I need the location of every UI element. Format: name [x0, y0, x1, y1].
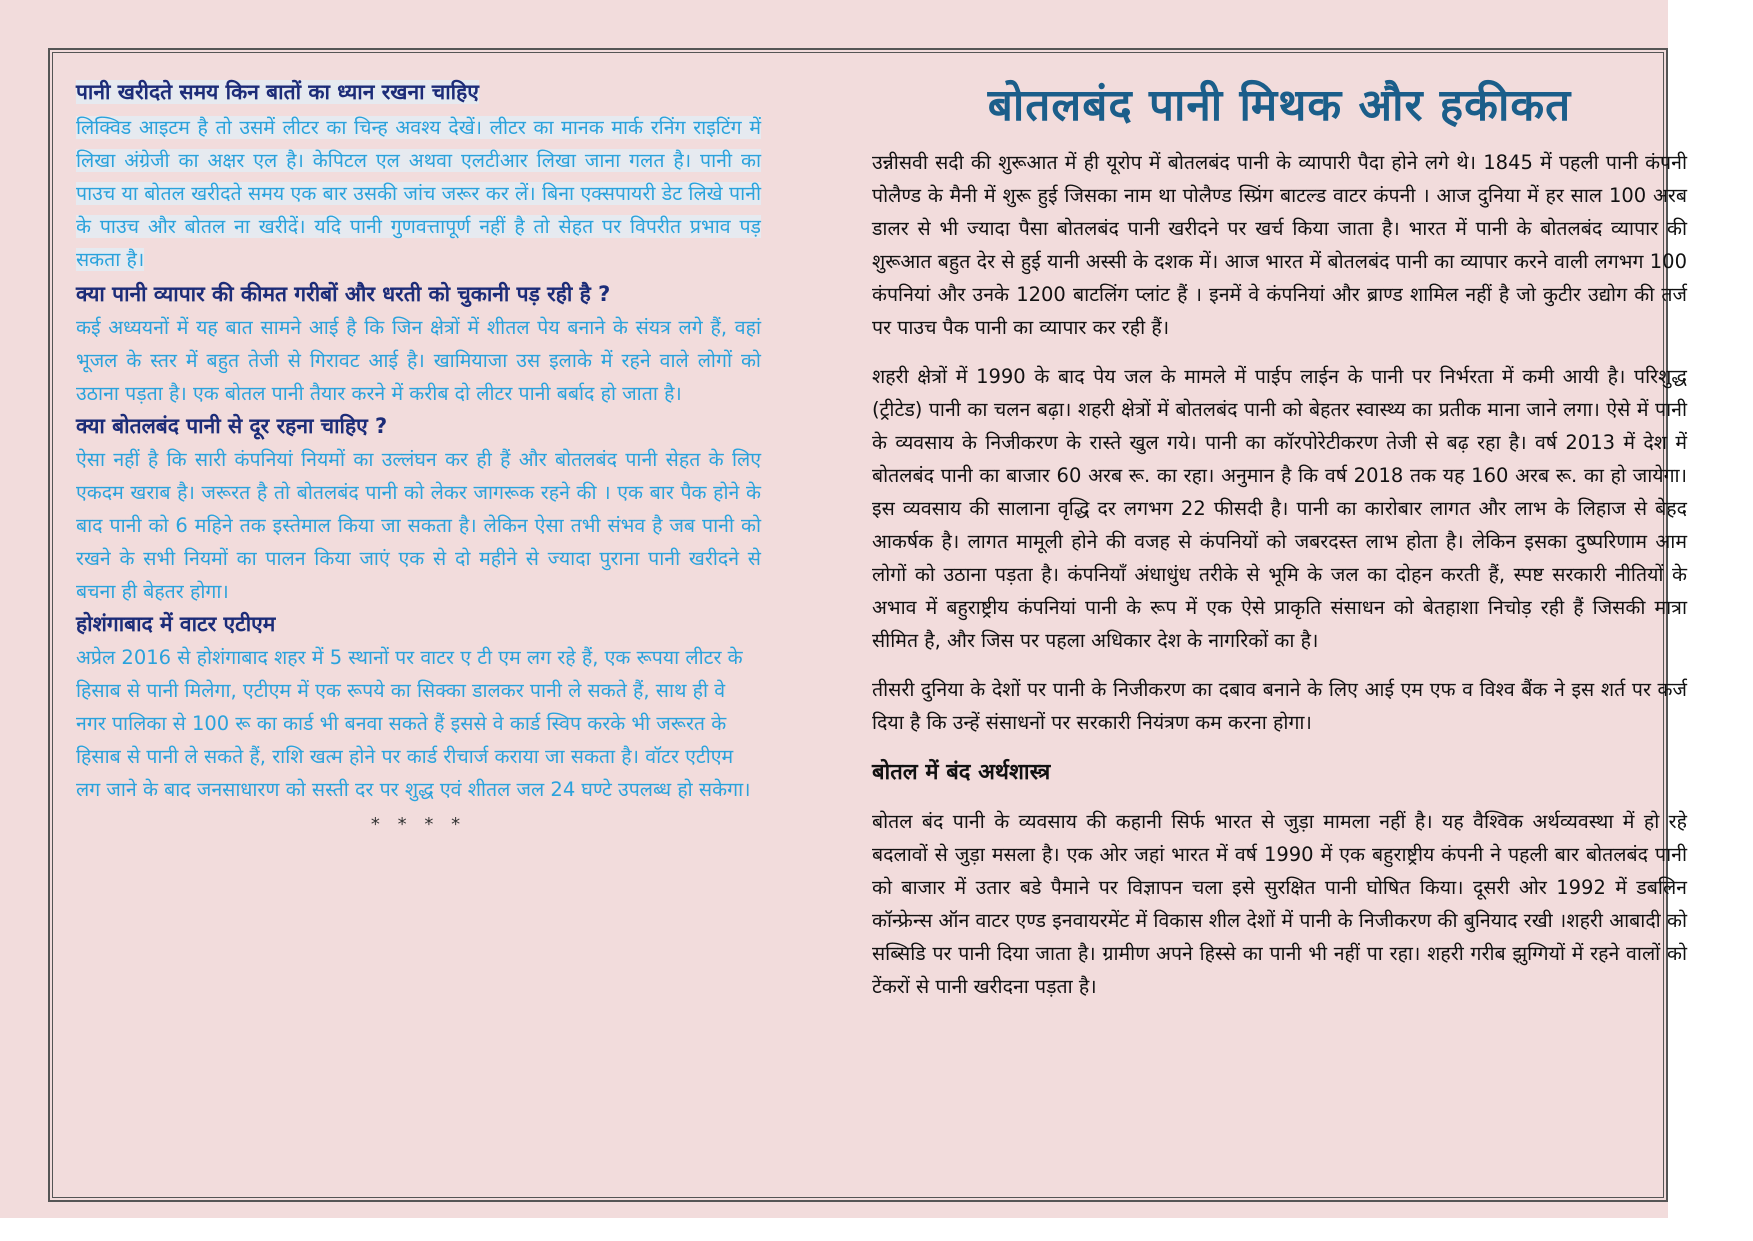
paragraph-buying-tips: लिक्विड आइटम है तो उसमें लीटर का चिन्ह अवश्य देखें। लीटर का मानक मार्क रनिंग राइटिंग में लिखा अंग्रेजी का अक्षर एल है। केपिटल एल अथवा एलटीआर लिखा जाना गलत है। पानी का पाउच या बोतल खरीदते समय एक बार उसकी जांच जरूर कर लें। बिना एक्सपायरी डेट लिखे पानी के पाउच और बोतल ना खरीदें। यदि पानी गुणवत्तापूर्ण नहीं है तो सेहत पर विपरीत प्रभाव पड़ सकता है।	[76, 116, 761, 271]
paragraph-global-economy: बोतल बंद पानी के व्यवसाय की कहानी सिर्फ भारत से जुड़ा मामला नहीं है। यह वैश्विक अर्थव्यवस्था में हो रहे बदलावों से जुड़ा मसला है। एक ओर जहां भारत में वर्ष 1990 में एक बहुराष्ट्रीय कंपनी ने पहली बार बोतलबंद पानी को बाजार में उतार बडे पैमाने पर विज्ञापन चला इसे सुरक्षित पानी घोषित किया। दूसरी ओर 1992 में डबलिन कॉन्फ्रेन्स ऑन वाटर एण्ड इनवायरमेंट में विकास शील देशों में पानी के निजीकरण की बुनियाद रखी ।शहरी आबादी को सब्सिडि पर पानी दिया जाता है। ग्रामीण अपने हिस्से का पानी भी नहीं पा रहा। शहरी गरीब झुग्गियों में रहने वालों को टेंकरों से पानी खरीदना पड़ता है।	[872, 810, 1687, 998]
heading-avoid-bottled: क्या बोतलबंद पानी से दूर रहना चाहिए ?	[76, 414, 388, 438]
paragraph-imf-loans: तीसरी दुनिया के देशों पर पानी के निजीकरण का दबाव बनाने के लिए आई एम एफ व विश्व बैंक ने इस शर्त पर कर्ज दिया है कि उन्हें संसाधनों पर सरकारी नियंत्रण कम करना होगा।	[872, 678, 1687, 734]
heading-buying-tips: पानी खरीदते समय किन बातों का ध्यान रखना चाहिए	[76, 80, 479, 104]
heading-water-atm: होशंगाबाद में वाटर एटीएम	[76, 612, 276, 636]
page-title: बोतलबंद पानी मिथक और हकीकत	[987, 80, 1572, 131]
left-column	[76, 76, 761, 835]
heading-bottled-economics: बोतल में बंद अर्थशास्त्र	[872, 760, 1051, 785]
paragraph-avoid-bottled: ऐसा नहीं है कि सारी कंपनियां नियमों का उल्लंघन कर ही हैं और बोतलबंद पानी सेहत के लिए एकदम खराब है। जरूरत है तो बोतलबंद पानी को लेकर जागरूक रहने की । एक बार पैक होने के बाद पानी को 6 महिने तक इस्तेमाल किया जा सकता है। लेकिन ऐसा तभी संभव है जब पानी को रखने के सभी नियमों का पालन किया जाएं एक से दो महीने से ज्यादा पुराना पानी खरीदने से बचना ही बेहतर होगा।	[76, 448, 761, 603]
paragraph-history: उन्नीसवी सदी की शुरूआत में ही यूरोप में बोतलबंद पानी के व्यापारी पैदा होने लगे थे। 1845 में पहली पानी कंपनी पोलैण्ड के मैनी में शुरू हुई जिसका नाम था पोलैण्ड स्प्रिंग बाटल्ड वाटर कंपनी । आज दुनिया में हर साल 100 अरब डालर से भी ज्यादा पैसा बोतलबंद पानी खरीदने पर खर्च किया जाता है। भारत में पानी के बोतलबंद व्यापार की शुरूआत बहुत देर से हुई यानी अस्सी के दशक में। आज भारत में बोतलबंद पानी का व्यापार करने वाली लगभग 100 कंपनियां और उनके 1200 बाटलिंग प्लांट हैं । इनमें वे कंपनियां और ब्राण्ड शामिल नहीं है जो कुटीर उद्योग की तर्ज पर पाउच पैक पानी का व्यापार कर रही हैं।	[872, 151, 1687, 339]
paragraph-water-atm: अप्रेल 2016 से होशंगाबाद शहर में 5 स्थानों पर वाटर ए टी एम लग रहे हैं, एक रूपया लीटर के हिसाब से पानी मिलेगा, एटीएम में एक रूपये का सिक्का डालकर पानी ले सकते हैं, साथ ही वे नगर पालिका से 100 रू का कार्ड भी बनवा सकते हैं इससे वे कार्ड स्विप करके भी जरूरत के हिसाब से पानी ले सकते हैं, राशि खत्म होने पर कार्ड रीचार्ज कराया जा सकता है। वॉटर एटीएम लग जाने के बाद जनसाधारण को सस्ती दर पर शुद्ध एवं शीतल जल 24 घण्टे उपलब्ध हो सकेगा।	[76, 646, 751, 801]
heading-cost-to-poor: क्या पानी व्यापार की कीमत गरीबों और धरती को चुकानी पड़ रही है ?	[76, 282, 611, 306]
right-column	[872, 76, 1687, 1019]
paragraph-urban-market: शहरी क्षेत्रों में 1990 के बाद पेय जल के मामले में पाईप लाईन के पानी पर निर्भरता में कमी आयी है। परिशुद्ध (ट्रीटेड) पानी का चलन बढ़ा। शहरी क्षेत्रों में बोतलबंद पानी को बेहतर स्वास्थ्य का प्रतीक माना जाने लगा। ऐसे में पानी के व्यवसाय के निजीकरण के रास्ते खुल गये। पानी का कॉरपोरेटीकरण तेजी से बढ़ रहा है। वर्ष 2013 में देश में बोतलबंद पानी का बाजार 60 अरब रू. का रहा। अनुमान है कि वर्ष 2018 तक यह 160 अरब रू. का हो जायेगा। इस व्यवसाय की सालाना वृद्धि दर लगभग 22 फीसदी है। पानी का कारोबार लागत और लाभ के लिहाज से बेहद आकर्षक है। लागत मामूली होने की वजह से कंपनियों को जबरदस्त लाभ होता है। लेकिन इसका दुष्परिणाम आम लोगों को उठाना पड़ता है। कंपनियाँ अंधाधुंध तरीके से भूमि के जल का दोहन करती हैं, स्पष्ट सरकारी नीतियों के अभाव में बहुराष्ट्रीय कंपनियां पानी के रूप में एक ऐसे प्राकृति संसाधन को बेतहाशा निचोड़ रही हैं जिसकी मात्रा सीमित है, और जिस पर पहला अधिकार देश के नागरिकों का है।	[872, 365, 1687, 652]
section-separator: * * * *	[370, 814, 467, 835]
paragraph-cost-to-poor: कई अध्ययनों में यह बात सामने आई है कि जिन क्षेत्रों में शीतल पेय बनाने के संयत्र लगे हैं, वहां भूजल के स्तर में बहुत तेजी से गिरावट आई है। खामियाजा उस इलाके में रहने वाले लोगों को उठाना पड़ता है। एक बोतल पानी तैयार करने में करीब दो लीटर पानी बर्बाद हो जाता है।	[76, 316, 761, 405]
